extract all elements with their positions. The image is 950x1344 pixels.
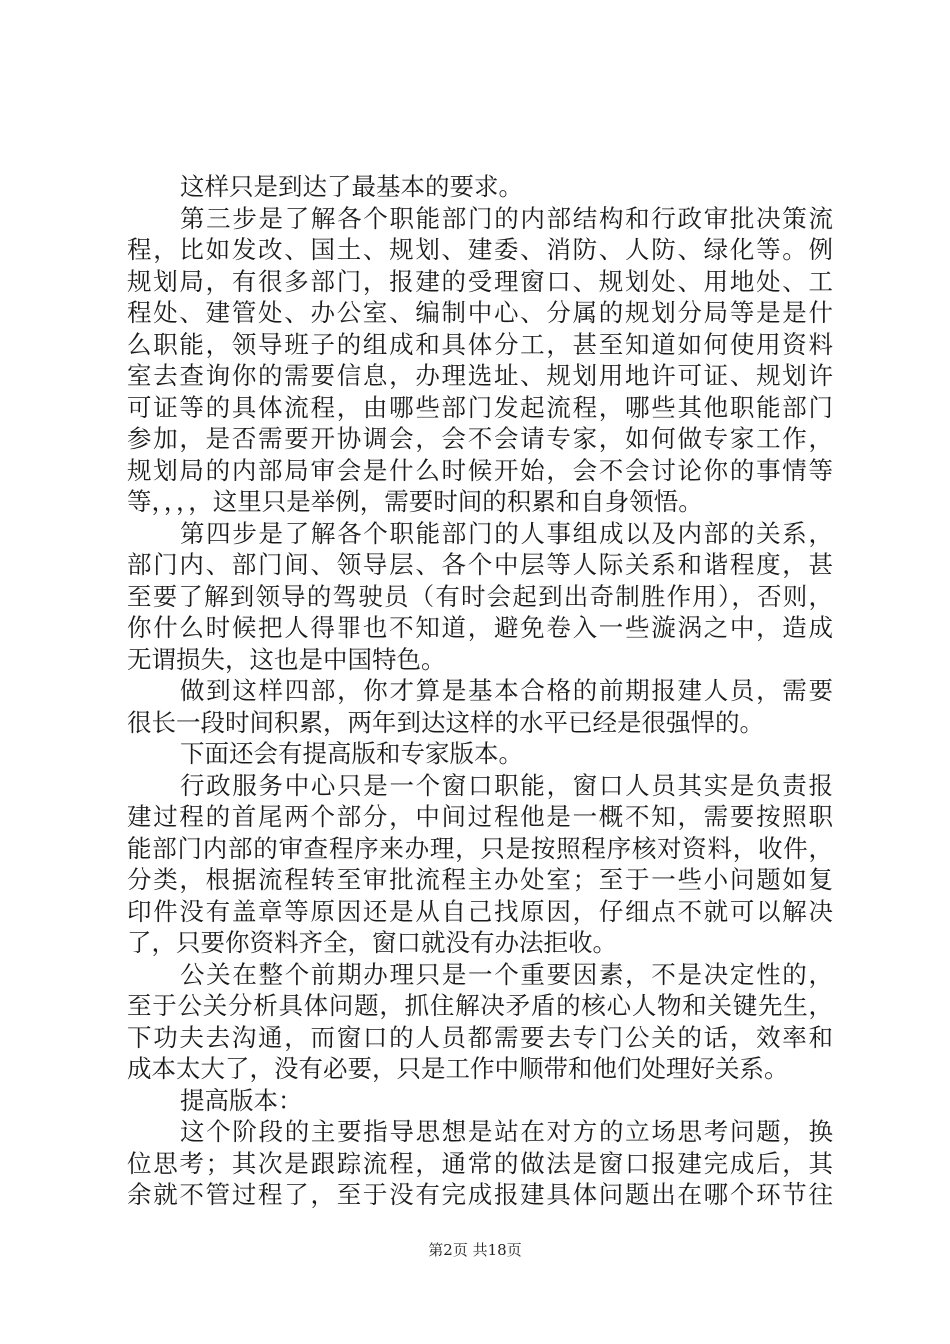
text-line: 下面还会有提高版和专家版本。 [180, 739, 523, 768]
text-line: 你什么时候把人得罪也不知道，避免卷入一些漩涡之中，造成 [127, 613, 833, 642]
text-line: 至于公关分析具体问题，抓住解决矛盾的核心人物和关键先生， [127, 991, 833, 1020]
text-line: 部门内、部门间、领导层、各个中层等人际关系和谐程度，甚 [127, 550, 833, 579]
text-line: 可证等的具体流程，由哪些部门发起流程，哪些其他职能部门 [127, 392, 833, 422]
text-line: 余就不管过程了，至于没有完成报建具体问题出在哪个环节往 [127, 1180, 833, 1209]
text-line: 做到这样四部，你才算是基本合格的前期报建人员，需要 [180, 676, 833, 705]
text-line: 第四步是了解各个职能部门的人事组成以及内部的关系， [180, 518, 833, 548]
text-line: 印件没有盖章等原因还是从自己找原因，仔细点不就可以解决 [127, 896, 833, 926]
page-footer: 第2页 共18页 [428, 1241, 522, 1259]
text-line: 能部门内部的审查程序来办理，只是按照程序核对资料，收件， [127, 833, 833, 863]
text-line: 公关在整个前期办理只是一个重要因素，不是决定性的， [180, 959, 833, 989]
document-body [127, 171, 833, 1211]
text-line: 程，比如发改、国土、规划、建委、消防、人防、绿化等。例 [127, 235, 833, 264]
text-line: 程处、建管处、办公室、编制中心、分属的规划分局等是是什 [127, 298, 833, 327]
text-line: 很长一段时间积累，两年到达这样的水平已经是很强悍的。 [127, 707, 764, 737]
text-line: 至要了解到领导的驾驶员（有时会起到出奇制胜作用），否则， [127, 581, 833, 611]
text-line: 行政服务中心只是一个窗口职能，窗口人员其实是负责报 [180, 770, 833, 800]
text-line: 位思考；其次是跟踪流程，通常的做法是窗口报建完成后，其 [127, 1148, 833, 1178]
text-line: 这样只是到达了最基本的要求。 [180, 172, 523, 201]
text-line: 规划局，有很多部门，报建的受理窗口、规划处、用地处、工 [127, 266, 833, 296]
text-line: 这个阶段的主要指导思想是站在对方的立场思考问题，换 [180, 1117, 833, 1146]
text-line: 么职能，领导班子的组成和具体分工，甚至知道如何使用资料 [127, 329, 833, 359]
text-line: 分类，根据流程转至审批流程主办处室；至于一些小问题如复 [127, 865, 833, 894]
text-line: 室去查询你的需要信息，办理选址、规划用地许可证、规划许 [127, 361, 833, 390]
text-line: 下功夫去沟通，而窗口的人员都需要去专门公关的话，效率和 [127, 1022, 833, 1052]
text-line: 无谓损失，这也是中国特色。 [127, 644, 446, 674]
text-line: 等，，，，这里只是举例，需要时间的积累和自身领悟。 [127, 487, 703, 516]
text-line: 成本太大了，没有必要，只是工作中顺带和他们处理好关系。 [127, 1054, 789, 1083]
text-line: 规划局的内部局审会是什么时候开始，会不会讨论你的事情等 [127, 455, 833, 485]
text-line: 建过程的首尾两个部分，中间过程他是一概不知，需要按照职 [127, 802, 833, 831]
text-line: 了，只要你资料齐全，窗口就没有办法拒收。 [127, 928, 617, 957]
text-line: 提高版本： [180, 1085, 303, 1115]
text-line: 第三步是了解各个职能部门的内部结构和行政审批决策流 [180, 203, 833, 233]
text-line: 参加，是否需要开协调会，会不会请专家，如何做专家工作， [127, 424, 833, 453]
